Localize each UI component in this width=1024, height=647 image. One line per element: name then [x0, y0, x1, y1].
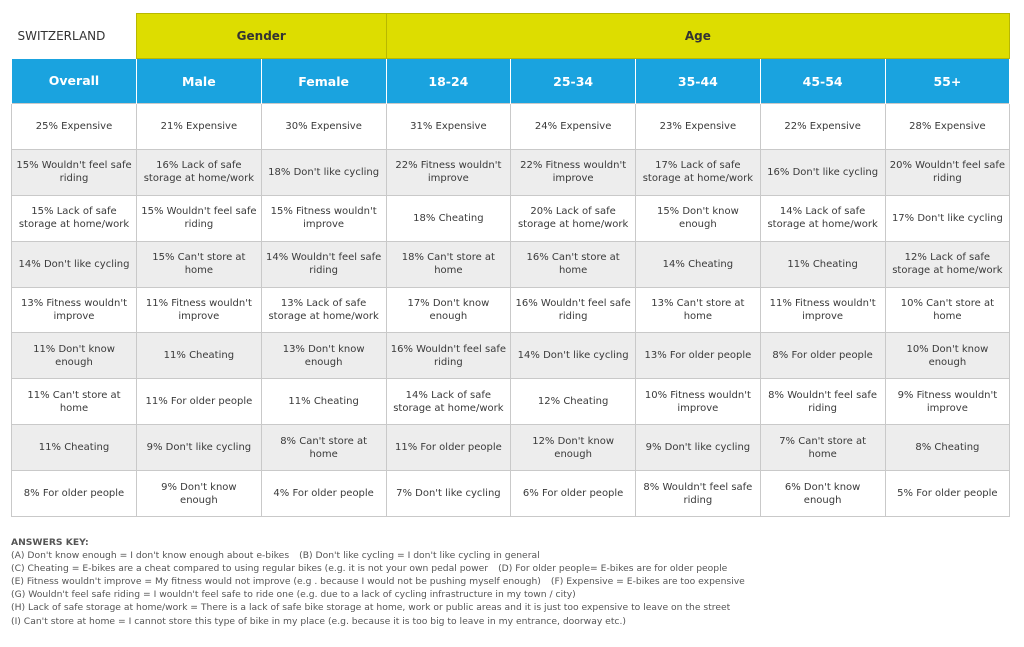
table-cell: 6% Don't know enough	[760, 471, 885, 517]
table-cell: 20% Wouldn't feel safe riding	[885, 149, 1010, 195]
table-cell: 13% Fitness wouldn't improve	[12, 287, 137, 333]
table-cell: 8% For older people	[12, 471, 137, 517]
table-row	[12, 241, 1010, 287]
answers-key-lines	[11, 549, 1011, 628]
table-cell: 9% Don't like cycling	[137, 425, 262, 471]
answers-key-line	[11, 562, 1011, 575]
table-cell: 21% Expensive	[137, 104, 262, 150]
table-row	[12, 287, 1010, 333]
column-header: 18-24	[386, 59, 511, 104]
table-cell: 13% For older people	[636, 333, 761, 379]
table-cell: 11% Don't know enough	[12, 333, 137, 379]
table-cell: 16% Lack of safe storage at home/work	[137, 149, 262, 195]
table-cell: 17% Don't know enough	[386, 287, 511, 333]
table-row	[12, 195, 1010, 241]
table-cell: 18% Don't like cycling	[261, 149, 386, 195]
table-cell: 16% Can't store at home	[511, 241, 636, 287]
table-cell: 12% Lack of safe storage at home/work	[885, 241, 1010, 287]
table-cell: 8% Wouldn't feel safe riding	[636, 471, 761, 517]
table-cell: 22% Fitness wouldn't improve	[511, 149, 636, 195]
column-header: Overall	[12, 59, 137, 104]
table-cell: 15% Lack of safe storage at home/work	[12, 195, 137, 241]
table-cell: 7% Don't like cycling	[386, 471, 511, 517]
answers-key-entry: (I) Can't store at home = I cannot store this type of bike in my place (e.g. because it is too big to leave in my entrance, doorway etc.)	[11, 615, 626, 627]
table-cell: 15% Wouldn't feel safe riding	[137, 195, 262, 241]
table-cell: 24% Expensive	[511, 104, 636, 150]
answers-key-line	[11, 575, 1011, 588]
table-cell: 17% Lack of safe storage at home/work	[636, 149, 761, 195]
table-cell: 14% Lack of safe storage at home/work	[386, 379, 511, 425]
table-cell: 14% Don't like cycling	[12, 241, 137, 287]
answers-key-line	[11, 615, 1011, 628]
column-header: 35-44	[636, 59, 761, 104]
group-header-age: Age	[386, 14, 1010, 59]
table-cell: 11% Cheating	[760, 241, 885, 287]
table-cell: 18% Can't store at home	[386, 241, 511, 287]
column-header: 45-54	[760, 59, 885, 104]
table-cell: 10% Don't know enough	[885, 333, 1010, 379]
group-header-row	[12, 14, 1010, 59]
table-cell: 9% Don't like cycling	[636, 425, 761, 471]
table-cell: 10% Fitness wouldn't improve	[636, 379, 761, 425]
group-header-gender: Gender	[137, 14, 387, 59]
column-header: 25-34	[511, 59, 636, 104]
table-cell: 11% Cheating	[137, 333, 262, 379]
table-cell: 23% Expensive	[636, 104, 761, 150]
table-cell: 11% Fitness wouldn't improve	[137, 287, 262, 333]
table-cell: 9% Fitness wouldn't improve	[885, 379, 1010, 425]
answers-key-line	[11, 601, 1011, 614]
table-cell: 20% Lack of safe storage at home/work	[511, 195, 636, 241]
table-row	[12, 471, 1010, 517]
table-row	[12, 425, 1010, 471]
column-header: Male	[137, 59, 262, 104]
column-header: Female	[261, 59, 386, 104]
table-cell: 11% For older people	[137, 379, 262, 425]
answers-key	[11, 536, 1011, 628]
table-cell: 11% Cheating	[261, 379, 386, 425]
table-cell: 16% Don't like cycling	[760, 149, 885, 195]
table-cell: 9% Don't know enough	[137, 471, 262, 517]
table-cell: 15% Can't store at home	[137, 241, 262, 287]
table-cell: 6% For older people	[511, 471, 636, 517]
table-cell: 8% For older people	[760, 333, 885, 379]
table-row	[12, 333, 1010, 379]
table-cell: 22% Expensive	[760, 104, 885, 150]
column-header: 55+	[885, 59, 1010, 104]
table-body	[12, 104, 1010, 517]
table-cell: 14% Lack of safe storage at home/work	[760, 195, 885, 241]
table-cell: 16% Wouldn't feel safe riding	[511, 287, 636, 333]
table-cell: 30% Expensive	[261, 104, 386, 150]
table-cell: 17% Don't like cycling	[885, 195, 1010, 241]
answers-key-entry: (B) Don't like cycling = I don't like cycling in general	[299, 550, 540, 562]
table-cell: 8% Can't store at home	[261, 425, 386, 471]
table-cell: 11% Cheating	[12, 425, 137, 471]
table-cell: 13% Lack of safe storage at home/work	[261, 287, 386, 333]
answers-key-line	[11, 549, 1011, 562]
table-cell: 5% For older people	[885, 471, 1010, 517]
table-cell: 15% Wouldn't feel safe riding	[12, 149, 137, 195]
table-cell: 22% Fitness wouldn't improve	[386, 149, 511, 195]
table-cell: 4% For older people	[261, 471, 386, 517]
answers-key-entry: (C) Cheating = E-bikes are a cheat compared to using regular bikes (e.g. it is not your own pedal power	[11, 563, 489, 575]
table-cell: 11% Can't store at home	[12, 379, 137, 425]
table-cell: 7% Can't store at home	[760, 425, 885, 471]
table-cell: 15% Don't know enough	[636, 195, 761, 241]
table-row	[12, 149, 1010, 195]
table-cell: 10% Can't store at home	[885, 287, 1010, 333]
answers-key-entry: (D) For older people= E-bikes are for older people	[498, 563, 728, 575]
answers-key-entry: (F) Expensive = E-bikes are too expensive	[550, 576, 745, 588]
column-header-row	[12, 59, 1010, 104]
answers-key-entry: (E) Fitness wouldn't improve = My fitness would not improve (e.g . because I would not be pushing myself enough)	[11, 576, 541, 588]
table-cell: 15% Fitness wouldn't improve	[261, 195, 386, 241]
answers-key-entry: (H) Lack of safe storage at home/work = There is a lack of safe bike storage at home, work or public areas and it is just too expensive to leave on the street	[11, 602, 731, 614]
answers-key-entry: (G) Wouldn't feel safe riding = I wouldn't feel safe to ride one (e.g. due to a lack of cycling infrastructure in my town / city)	[11, 589, 576, 601]
country-label: SWITZERLAND	[12, 14, 137, 59]
table-cell: 12% Don't know enough	[511, 425, 636, 471]
answers-key-title: ANSWERS KEY:	[11, 537, 89, 548]
table-cell: 8% Wouldn't feel safe riding	[760, 379, 885, 425]
table-cell: 13% Can't store at home	[636, 287, 761, 333]
table-cell: 25% Expensive	[12, 104, 137, 150]
answers-key-line	[11, 588, 1011, 601]
table-cell: 14% Don't like cycling	[511, 333, 636, 379]
table-cell: 18% Cheating	[386, 195, 511, 241]
results-table	[11, 13, 1010, 517]
table-cell: 14% Wouldn't feel safe riding	[261, 241, 386, 287]
table-cell: 12% Cheating	[511, 379, 636, 425]
table-row	[12, 104, 1010, 150]
table-cell: 8% Cheating	[885, 425, 1010, 471]
table-row	[12, 379, 1010, 425]
table-cell: 28% Expensive	[885, 104, 1010, 150]
table-cell: 11% For older people	[386, 425, 511, 471]
table-cell: 31% Expensive	[386, 104, 511, 150]
table-cell: 16% Wouldn't feel safe riding	[386, 333, 511, 379]
table-cell: 11% Fitness wouldn't improve	[760, 287, 885, 333]
table-cell: 14% Cheating	[636, 241, 761, 287]
answers-key-entry: (A) Don't know enough = I don't know enough about e-bikes	[11, 550, 290, 562]
table-cell: 13% Don't know enough	[261, 333, 386, 379]
